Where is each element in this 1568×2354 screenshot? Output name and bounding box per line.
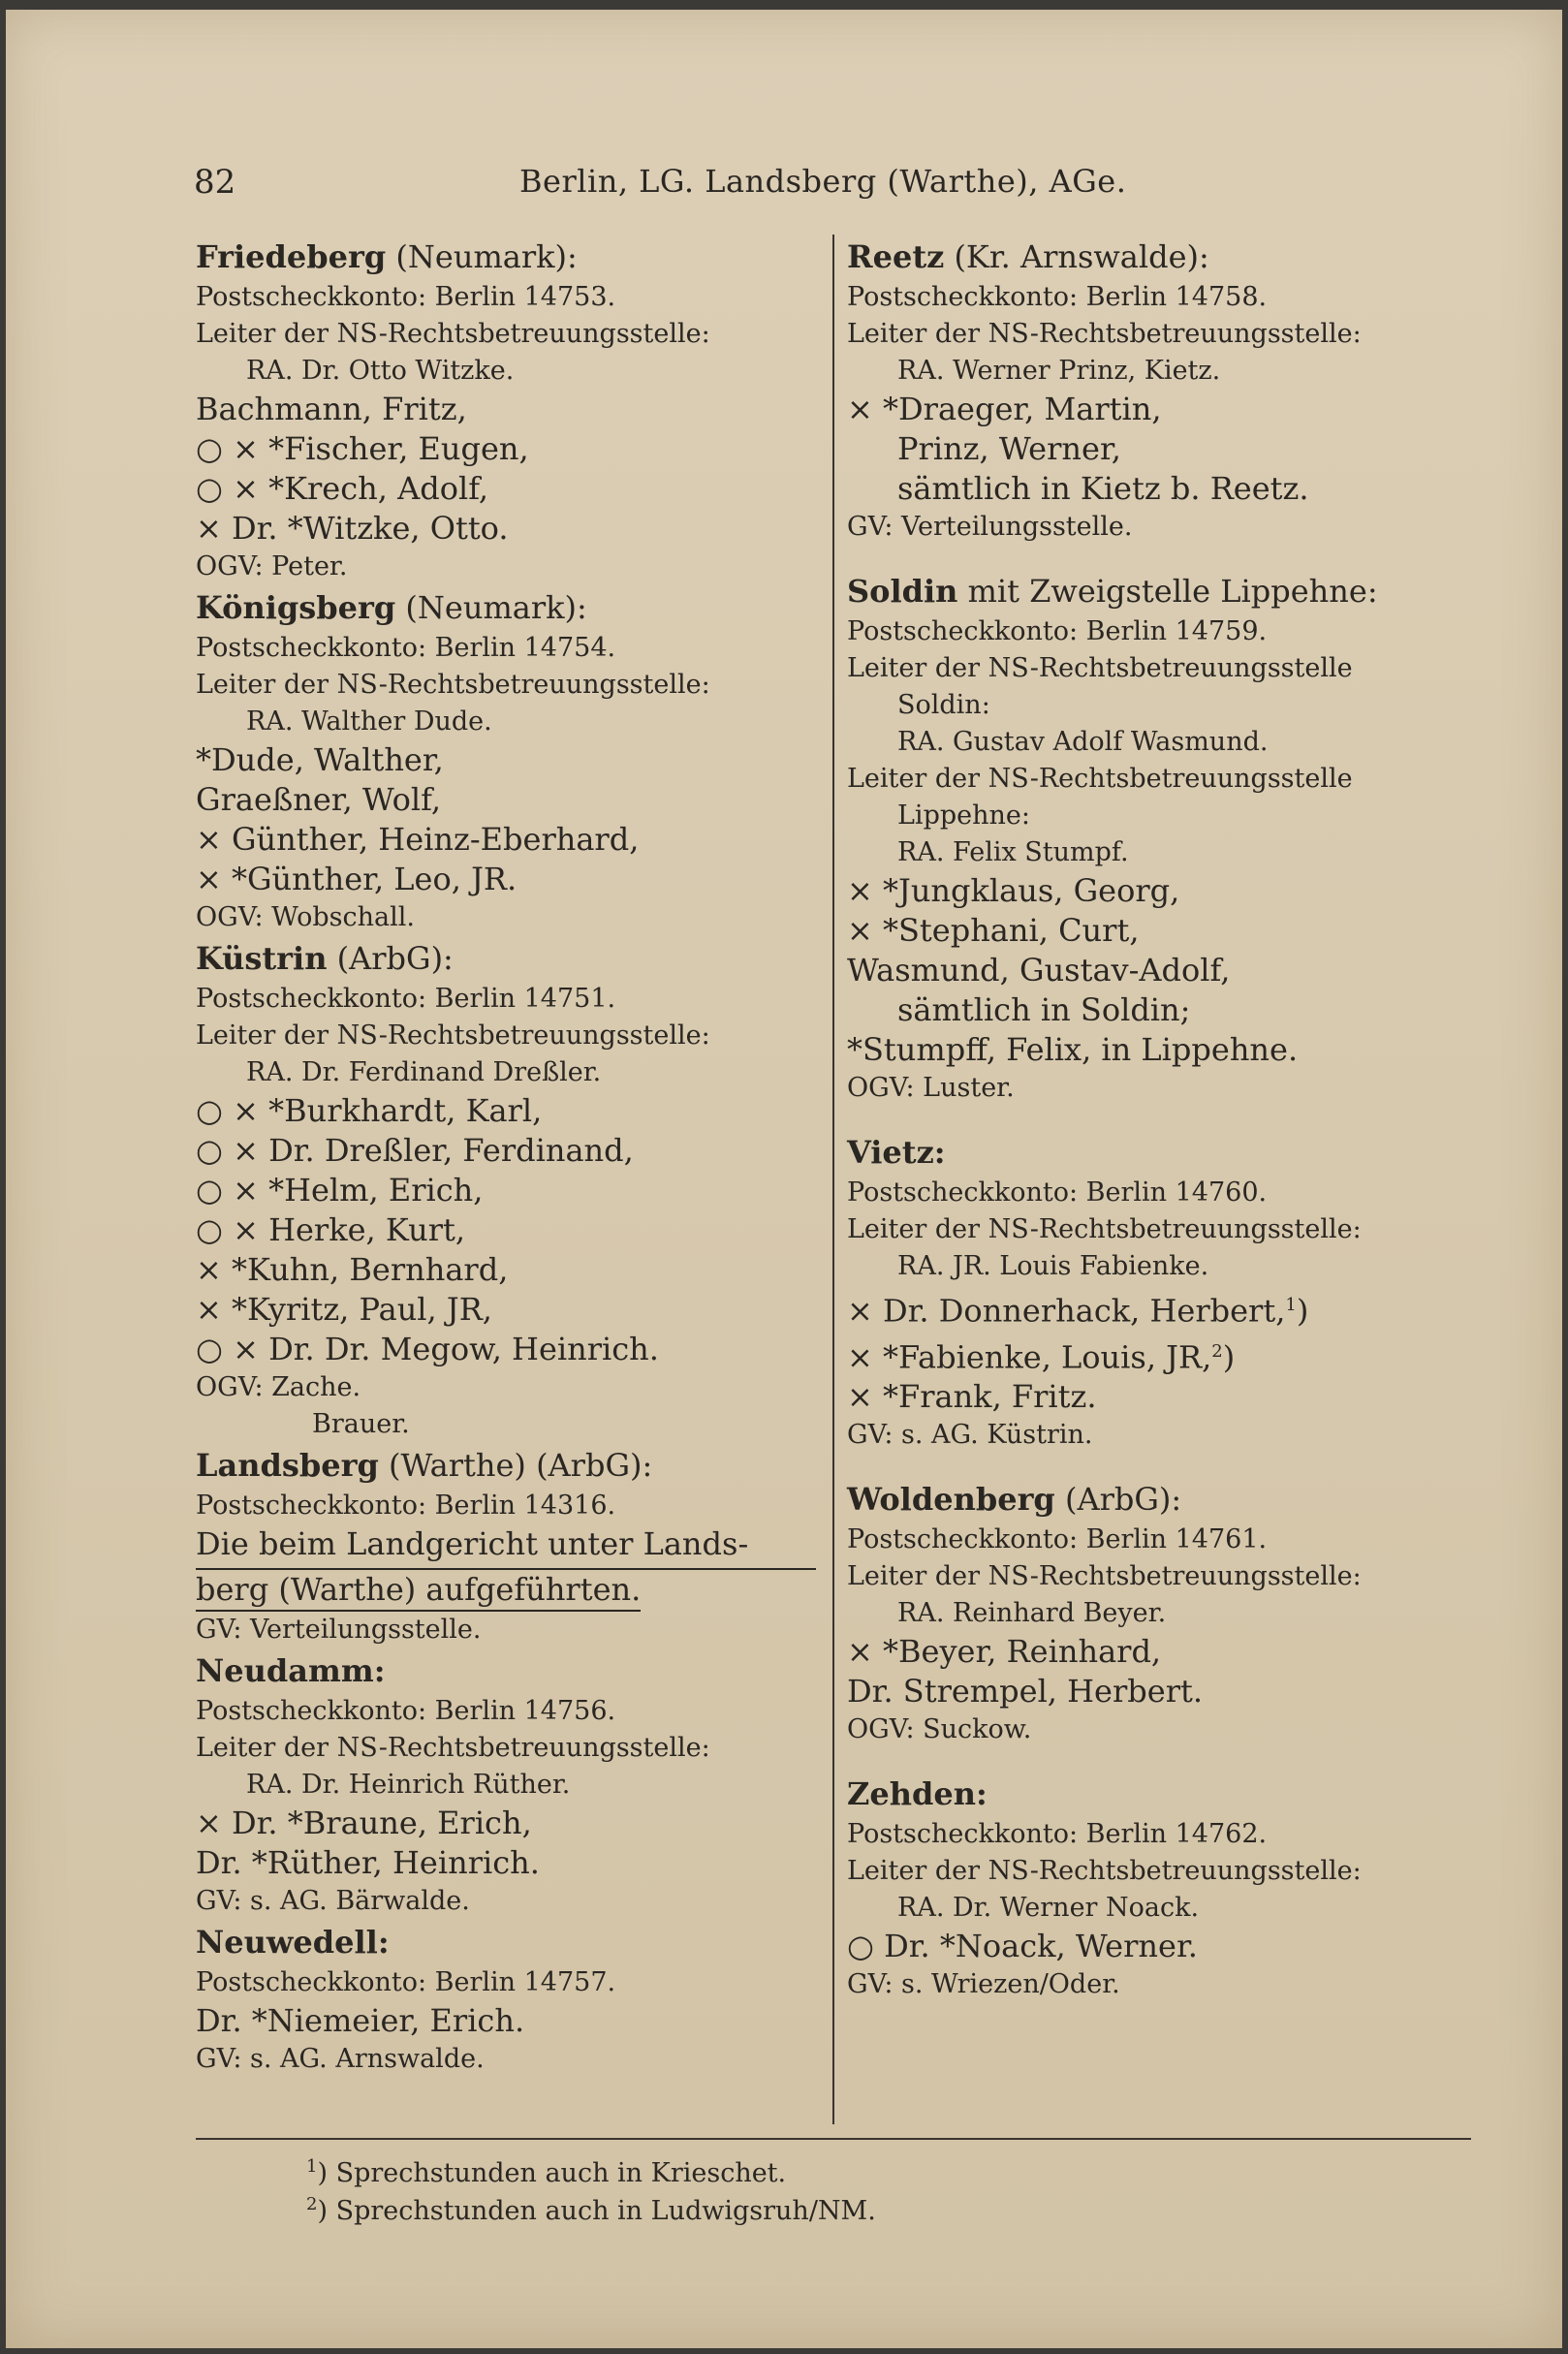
footnote-ref: 1 [1285, 1295, 1297, 1315]
entries-note: sämtlich in Soldin; [897, 991, 1191, 1028]
note-line-1: Die beim Landgericht unter Lands- [196, 1524, 816, 1570]
section-heading: Landsberg (Warthe) (ArbG): [196, 1447, 653, 1484]
leiter-label: Leiter der NS-Rechtsbetreuungsstelle: [196, 670, 710, 700]
footnotes [306, 2151, 1469, 2227]
postcheck-account: Postscheckkonto: Berlin 14751. [196, 984, 616, 1014]
list-item: × Dr. Donnerhack, Herbert,$^1$) [847, 1292, 1309, 1330]
list-item: Dr. *Niemeier, Erich. [196, 2002, 525, 2039]
list-item: × Dr. *Braune, Erich, [196, 1805, 532, 1841]
list-item: × *Draeger, Martin, [847, 391, 1162, 427]
page-header [6, 163, 1562, 211]
list-item: ○ × Herke, Kurt, [196, 1211, 466, 1248]
section-woldenberg [847, 1477, 1477, 1748]
footnote-1: $^1$) Sprechstunden auch in Krieschet. [306, 2156, 787, 2188]
section-neuwedell [196, 1920, 816, 2078]
postcheck-account: Postscheckkonto: Berlin 14761. [847, 1524, 1268, 1555]
footnote-rule [196, 2138, 1471, 2140]
leiter-label: Leiter der NS-Rechtsbetreuungsstelle: [196, 1020, 710, 1051]
list-item: × *Kuhn, Bernhard, [196, 1251, 509, 1288]
leiter-name: RA. Dr. Werner Noack. [897, 1893, 1200, 1924]
section-heading: Neuwedell: [196, 1924, 390, 1961]
list-item: × *Fabienke, Louis, JR,$^2$) [847, 1338, 1236, 1376]
list-item: × *Frank, Fritz. [847, 1378, 1097, 1416]
note-line-2: berg (Warthe) aufgeführten. [196, 1570, 641, 1612]
list-item: × *Jungklaus, Georg, [847, 872, 1180, 909]
list-item: Graeßner, Wolf, [196, 781, 442, 818]
leiter-label: Leiter der NS-Rechtsbetreuungsstelle: [196, 319, 710, 349]
list-item: × Günther, Heinz-Eberhard, [196, 821, 640, 858]
postcheck-account: Postscheckkonto: Berlin 14759. [847, 616, 1268, 646]
postcheck-account: Postscheckkonto: Berlin 14753. [196, 282, 616, 312]
postcheck-account: Postscheckkonto: Berlin 14757. [196, 1967, 616, 1997]
section-reetz [847, 235, 1477, 546]
list-item: × *Günther, Leo, JR. [196, 861, 517, 897]
ogv-line-2: Brauer. [312, 1409, 410, 1439]
postcheck-account: Postscheckkonto: Berlin 14756. [196, 1696, 616, 1726]
gv-line: GV: s. AG. Bärwalde. [196, 1886, 470, 1916]
postcheck-account: Postscheckkonto: Berlin 14760. [847, 1177, 1268, 1208]
leiter-label-2: Leiter der NS-Rechtsbetreuungsstelle [847, 764, 1353, 794]
leiter-label: Leiter der NS-Rechtsbetreuungsstelle: [847, 1856, 1362, 1887]
section-friedeberg [196, 235, 816, 585]
list-item: × Dr. *Witzke, Otto. [196, 510, 509, 547]
list-item: Bachmann, Fritz, [196, 391, 467, 427]
list-item: × *Kyritz, Paul, JR, [196, 1291, 492, 1328]
gv-line: GV: s. Wriezen/Oder. [847, 1969, 1120, 2000]
gv-line: GV: Verteilungsstelle. [196, 1615, 482, 1645]
page-number: 82 [194, 163, 236, 202]
ogv-line: OGV: Wobschall. [196, 902, 415, 932]
postcheck-account: Postscheckkonto: Berlin 14316. [196, 1491, 616, 1521]
list-item: *Dude, Walther, [196, 741, 444, 778]
leiter-label: Leiter der NS-Rechtsbetreuungsstelle: [847, 1561, 1362, 1592]
list-item: Prinz, Werner, [897, 430, 1121, 467]
section-zehden [847, 1772, 1477, 2003]
leiter-name: RA. Werner Prinz, Kietz. [897, 356, 1221, 386]
section-heading: Woldenberg (ArbG): [847, 1481, 1182, 1519]
leiter-label: Leiter der NS-Rechtsbetreuungsstelle: [847, 1214, 1362, 1244]
leiter-name: RA. Gustav Adolf Wasmund. [897, 727, 1269, 757]
section-heading: Königsberg (Neumark): [196, 589, 587, 626]
leiter-name: RA. Dr. Ferdinand Dreßler. [246, 1057, 602, 1087]
page [6, 10, 1562, 2348]
section-heading: Neudamm: [196, 1652, 386, 1689]
ogv-line: OGV: Peter. [196, 551, 348, 581]
list-item: ○ Dr. *Noack, Werner. [847, 1928, 1198, 1965]
postcheck-account: Postscheckkonto: Berlin 14754. [196, 633, 616, 663]
leiter-name: RA. JR. Louis Fabienke. [897, 1251, 1209, 1281]
section-heading: Vietz: [847, 1134, 946, 1171]
section-heading: Soldin mit Zweigstelle Lippehne: [847, 573, 1378, 610]
footnote-2: $^2$) Sprechstunden auch in Ludwigsruh/NM. [306, 2194, 876, 2226]
ogv-line: OGV: Suckow. [847, 1714, 1032, 1745]
leiter-name: RA. Reinhard Beyer. [897, 1598, 1167, 1629]
section-kuestrin [196, 936, 816, 1443]
list-item: Dr. Strempel, Herbert. [847, 1673, 1204, 1711]
gv-line: GV: s. AG. Küstrin. [847, 1420, 1093, 1451]
list-item: Dr. *Rüther, Heinrich. [196, 1844, 540, 1881]
ogv-line: OGV: Luster. [847, 1073, 1015, 1103]
leiter-place-2: Lippehne: [897, 800, 1030, 831]
leiter-name: RA. Walther Dude. [246, 706, 492, 737]
leiter-name: RA. Dr. Otto Witzke. [246, 356, 515, 386]
section-heading: Küstrin (ArbG): [196, 940, 454, 977]
gv-line: GV: s. AG. Arnswalde. [196, 2044, 485, 2074]
postcheck-account: Postscheckkonto: Berlin 14762. [847, 1819, 1268, 1850]
leiter-name: RA. Dr. Heinrich Rüther. [246, 1770, 571, 1800]
ogv-line: OGV: Zache. [196, 1372, 361, 1402]
section-heading: Reetz (Kr. Arnswalde): [847, 238, 1209, 275]
list-item: × *Stephani, Curt, [847, 912, 1140, 949]
section-neudamm [196, 1648, 816, 1920]
right-column [847, 235, 1477, 2003]
list-item: × *Beyer, Reinhard, [847, 1633, 1162, 1671]
leiter-place: Soldin: [897, 690, 990, 720]
entries-note: sämtlich in Kietz b. Reetz. [897, 470, 1309, 507]
section-heading: Zehden: [847, 1775, 988, 1813]
leiter-label: Leiter der NS-Rechtsbetreuungsstelle: [847, 319, 1362, 349]
gv-line: GV: Verteilungsstelle. [847, 512, 1133, 542]
leiter-label: Leiter der NS-Rechtsbetreuungsstelle: [196, 1733, 710, 1763]
leiter-label: Leiter der NS-Rechtsbetreuungsstelle [847, 653, 1353, 683]
section-heading: Friedeberg (Neumark): [196, 238, 578, 275]
section-soldin [847, 569, 1477, 1107]
footnote-ref: 2 [1211, 1340, 1223, 1362]
section-vietz [847, 1130, 1477, 1454]
section-koenigsberg [196, 585, 816, 936]
postcheck-account: Postscheckkonto: Berlin 14758. [847, 282, 1268, 312]
list-item: *Stumpff, Felix, in Lippehne. [847, 1031, 1299, 1068]
left-column [196, 235, 816, 2078]
list-item: ○ × *Fischer, Eugen, [196, 430, 529, 467]
leiter-name-2: RA. Felix Stumpf. [897, 837, 1129, 867]
list-item: ○ × *Krech, Adolf, [196, 470, 489, 507]
list-item: ○ × Dr. Dr. Megow, Heinrich. [196, 1331, 659, 1367]
column-divider [832, 235, 834, 2124]
running-title: Berlin, LG. Landsberg (Warthe), AGe. [519, 163, 1127, 200]
list-item: ○ × *Burkhardt, Karl, [196, 1092, 543, 1129]
list-item: Wasmund, Gustav-Adolf, [847, 952, 1231, 989]
section-landsberg [196, 1443, 816, 1648]
list-item: ○ × Dr. Dreßler, Ferdinand, [196, 1132, 634, 1169]
list-item: ○ × *Helm, Erich, [196, 1172, 484, 1208]
